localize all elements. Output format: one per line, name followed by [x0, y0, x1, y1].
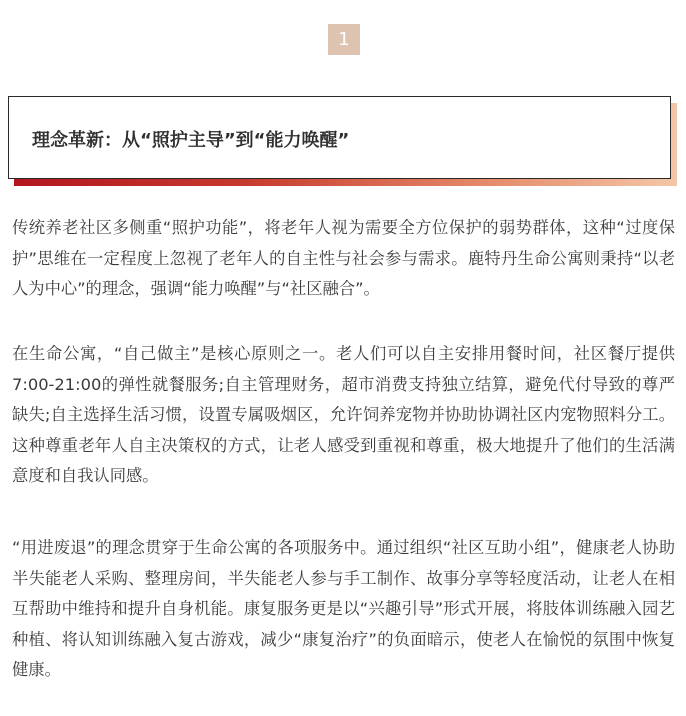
section-heading-box [8, 96, 671, 179]
paragraph-2: 在生命公寓，“自己做主”是核心原则之一。老人们可以自主安排用餐时间，社区餐厅提供7:00-21:00的弹性就餐服务;自主管理财务，超市消费支持独立结算，避免代付导致的尊严缺失;自主选择生活习惯，设置专属吸烟区，允许饲养宠物并协助协调社区内宠物照料分工。这种尊重老年人自主决策权的方式，让老人感受到重视和尊重，极大地提升了他们的生活满意度和自我认同感。 [12, 344, 675, 485]
section-heading-title: 理念革新：从“照护主导”到“能力唤醒” [32, 130, 350, 151]
paragraph-3: “用进废退”的理念贯穿于生命公寓的各项服务中。通过组织“社区互助小组”，健康老人协助半失能老人采购、整理房间，半失能老人参与手工制作、故事分享等轻度活动，让老人在相互帮助中维持和提升自身机能。康复服务更是以“兴趣引导”形式开展，将肢体训练融入园艺种植、将认知训练融入复古游戏，减少“康复治疗”的负面暗示，使老人在愉悦的氛围中恢复健康。 [12, 538, 675, 679]
section-number-badge: 1 [328, 24, 360, 55]
paragraph-1: 传统养老社区多侧重“照护功能”，将老年人视为需要全方位保护的弱势群体，这种“过度保护”思维在一定程度上忽视了老年人的自主性与社会参与需求。鹿特丹生命公寓则秉持“以老人为中心”的理念，强调“能力唤醒”与“社区融合”。 [12, 218, 675, 298]
